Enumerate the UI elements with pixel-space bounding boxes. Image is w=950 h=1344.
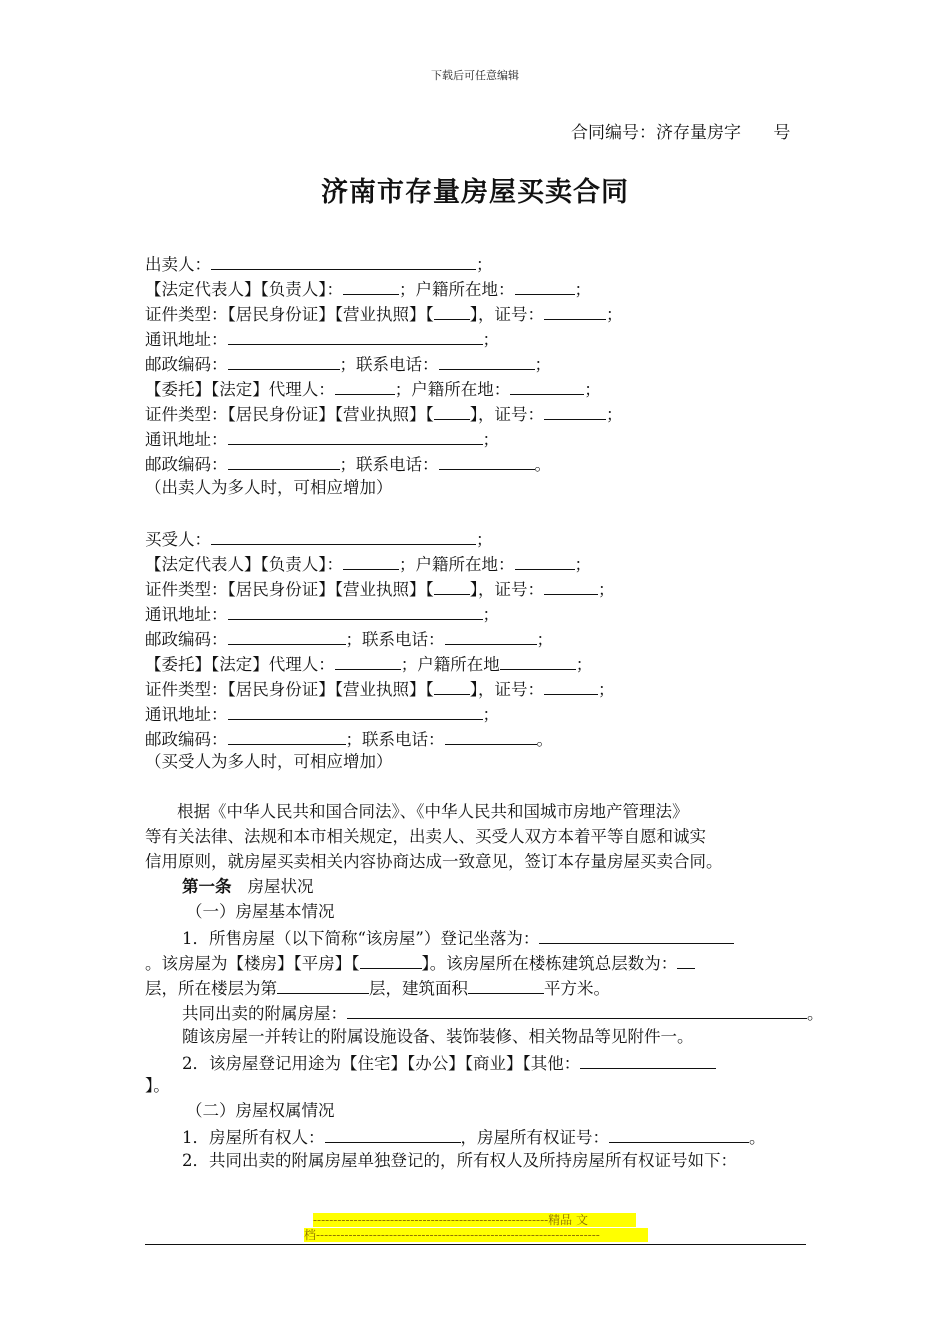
buyer-postal-blank[interactable]	[228, 627, 346, 645]
buyer-agent-postal-blank[interactable]	[228, 727, 346, 745]
attached-house-blank[interactable]	[347, 1001, 807, 1019]
certificate-number-blank[interactable]	[609, 1125, 749, 1143]
buyer-id-type-blank[interactable]	[434, 577, 470, 595]
seller-legal-rep-line: 【法定代表人】【负责人】： ；户籍所在地： ；	[145, 277, 591, 301]
buyer-legal-rep-line: 【法定代表人】【负责人】： ；户籍所在地： ；	[145, 552, 591, 576]
buyer-agent-id-type-line: 证件类型：【居民身份证】【营业执照】【 】，证号： ；	[145, 677, 615, 701]
seller-rep-blank[interactable]	[343, 277, 399, 295]
seller-note: （出卖人为多人时，可相应增加）	[145, 478, 393, 497]
seller-label: 出卖人：	[145, 255, 211, 274]
buyer-agent-id-type-blank[interactable]	[434, 677, 470, 695]
seller-address-line: 通讯地址： ；	[145, 327, 499, 351]
seller-agent-address-blank[interactable]	[228, 427, 483, 445]
buyer-id-type-line: 证件类型：【居民身份证】【营业执照】【 】，证号： ；	[145, 577, 615, 601]
buyer-residence-blank[interactable]	[515, 552, 575, 570]
buyer-agent-postal-line: 邮政编码： ；联系电话： 。	[145, 727, 553, 751]
seller-agent-blank[interactable]	[335, 377, 395, 395]
buyer-name-line: 买受人： ；	[145, 527, 493, 551]
contract-number: 合同编号：济存量房字 号	[571, 123, 791, 143]
seller-id-number-blank[interactable]	[544, 302, 606, 320]
article-1-heading	[182, 876, 314, 898]
seller-agent-id-number-blank[interactable]	[544, 402, 606, 420]
footer-rule	[145, 1244, 806, 1245]
header-note: 下载后可任意编辑	[431, 69, 519, 82]
footer-watermark-line-1: ----------------------------------------------------------精品 文	[313, 1213, 636, 1227]
buyer-note: （买受人为多人时，可相应增加）	[145, 752, 393, 771]
seller-phone-blank[interactable]	[439, 352, 535, 370]
attached-house-line: 共同出卖的附属房屋： 。	[182, 1001, 824, 1025]
buyer-agent-address-blank[interactable]	[228, 702, 483, 720]
usage-line: 2．该房屋登记用途为【住宅】【办公】【商业】【其他：	[182, 1051, 716, 1075]
location-blank[interactable]	[539, 926, 734, 944]
seller-agent-address-line: 通讯地址： ；	[145, 427, 499, 451]
owner-line: 1．房屋所有权人： ，房屋所有权证号： 。	[182, 1125, 766, 1149]
seller-name-blank[interactable]	[211, 252, 476, 270]
seller-agent-postal-line: 邮政编码： ；联系电话： 。	[145, 452, 551, 476]
seller-agent-postal-blank[interactable]	[228, 452, 340, 470]
seller-residence-blank[interactable]	[515, 277, 575, 295]
buyer-address-line: 通讯地址： ；	[145, 602, 499, 626]
buyer-address-blank[interactable]	[228, 602, 483, 620]
buyer-agent-residence-blank[interactable]	[500, 652, 576, 670]
seller-postal-blank[interactable]	[228, 352, 340, 370]
article-1-number: 第一条	[182, 877, 232, 896]
buyer-postal-line: 邮政编码： ；联系电话： ；	[145, 627, 553, 651]
usage-line-end: 】。	[145, 1076, 170, 1095]
seller-postal-line: 邮政编码： ；联系电话： ；	[145, 352, 551, 376]
intro-line-3: 信用原则，就房屋买卖相关内容协商达成一致意见，签订本存量房屋买卖合同。	[145, 852, 723, 871]
buyer-rep-blank[interactable]	[343, 552, 399, 570]
section-2-heading: （二）房屋权属情况	[186, 1101, 335, 1120]
seller-id-type-blank[interactable]	[434, 302, 470, 320]
floor-area-line: 层，所在楼层为第 层，建筑面积 平方米。	[145, 976, 610, 1000]
intro-line-2: 等有关法律、法规和本市相关规定，出卖人、买受人双方本着平等自愿和诚实	[145, 827, 706, 846]
house-type-blank[interactable]	[360, 951, 422, 969]
seller-agent-line: 【委托】【法定】代理人： ；户籍所在地： ；	[145, 377, 601, 401]
buyer-agent-id-number-blank[interactable]	[544, 677, 598, 695]
floor-number-blank[interactable]	[277, 976, 369, 994]
seller-agent-id-type-line: 证件类型：【居民身份证】【营业执照】【 】，证号： ；	[145, 402, 623, 426]
buyer-agent-line: 【委托】【法定】代理人： ；户籍所在地 ；	[145, 652, 592, 676]
usage-other-blank[interactable]	[580, 1051, 716, 1069]
document-title: 济南市存量房屋买卖合同	[321, 177, 629, 208]
buyer-agent-blank[interactable]	[335, 652, 401, 670]
buyer-label: 买受人：	[145, 530, 211, 549]
seller-agent-residence-blank[interactable]	[510, 377, 584, 395]
total-floors-blank[interactable]	[677, 951, 695, 969]
area-blank[interactable]	[468, 976, 544, 994]
buyer-id-number-blank[interactable]	[544, 577, 598, 595]
fixtures-line: 随该房屋一并转让的附属设施设备、装饰装修、相关物品等见附件一。	[182, 1027, 694, 1046]
seller-name-line: 出卖人： ；	[145, 252, 493, 276]
section-1-heading: （一）房屋基本情况	[186, 902, 335, 921]
seller-agent-phone-blank[interactable]	[439, 452, 535, 470]
article-1-title: 房屋状况	[247, 877, 314, 896]
buyer-name-blank[interactable]	[211, 527, 476, 545]
house-type-line: 。该房屋为【楼房】【平房】【 】。该房屋所在楼栋建筑总层数为：	[145, 951, 695, 975]
seller-id-type-line: 证件类型：【居民身份证】【营业执照】【 】，证号： ；	[145, 302, 623, 326]
seller-agent-id-type-blank[interactable]	[434, 402, 470, 420]
buyer-agent-address-line: 通讯地址： ；	[145, 702, 499, 726]
buyer-agent-phone-blank[interactable]	[445, 727, 537, 745]
footer-watermark-line-2: 档----------------------------------------------------------------------	[304, 1228, 648, 1242]
attached-registration-line: 2．共同出卖的附属房屋单独登记的，所有权人及所持房屋所有权证号如下：	[182, 1151, 737, 1170]
seller-address-blank[interactable]	[228, 327, 483, 345]
buyer-phone-blank[interactable]	[445, 627, 537, 645]
owner-blank[interactable]	[325, 1125, 461, 1143]
intro-line-1: 根据《中华人民共和国合同法》、《中华人民共和国城市房地产管理法》	[177, 802, 689, 821]
location-line: 1．所售房屋（以下简称“该房屋”）登记坐落为：	[182, 926, 734, 950]
